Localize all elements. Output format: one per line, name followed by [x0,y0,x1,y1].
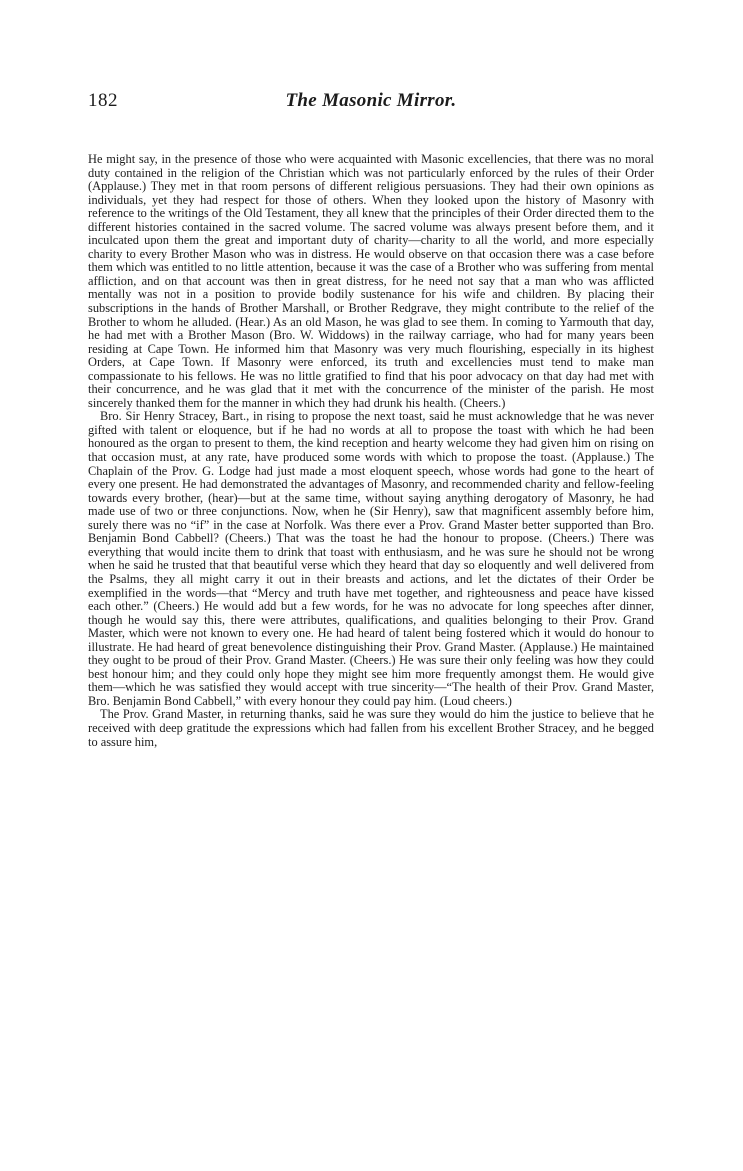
paragraph-stracey-toast: Bro. Sir Henry Stracey, Bart., in rising to propose the next toast, said he must acknowledge that he was never gifted with talent or eloquence, but if he had no words at all to propose the toast with which he had been honoured as the organ to present to them, the kind reception and hearty welcome they had given him on rising on that occasion must, at any rate, have produced some words with which to propose the toast. (Applause.) The Chaplain of the Prov. G. Lodge had just made a most eloquent speech, whose words had gone to the heart of every one present. He had demonstrated the advantages of Masonry, and recommended charity and fellow-feeling towards every brother, (hear)—but at the same time, without saying anything derogatory of Masonry, he had made use of two or three conjunctions. Now, when he (Sir Henry), saw that magnificent assembly before him, surely there was no “if” in the case at Norfolk. Was there ever a Prov. Grand Master better supported than Bro. Benjamin Bond Cabbell? (Cheers.) That was the toast he had the honour to propose. (Cheers.) There was everything that would incite them to drink that toast with enthusiasm, and he was sure he should not be wrong when he said he trusted that that beautiful verse which they heard that day so eloquently and well delivered from the Psalms, they all might carry it out in their breasts and actions, and let the dictates of their Order be exemplified in the words—that “Mercy and truth have met together, and righteousness and peace have kissed each other.” (Cheers.) He would add but a few words, for he was no advocate for long speeches after dinner, though he would say this, there were attributes, qualifications, and qualities belonging to their Prov. Grand Master, which were not known to every one. He had heard of talent being fostered which it would do honour to illustrate. He had heard of great benevolence distinguishing their Prov. Grand Master. (Applause.) He maintained they ought to be proud of their Prov. Grand Master. (Cheers.) He was sure their only feeling was how they could best honour him; and they could only hope they might see him more frequently amongst them. He would give them—which he was satisfied they would accept with true sincerity—“The health of their Prov. Grand Master, Bro. Benjamin Bond Cabbell,” with every honour they could pay him. (Loud cheers.) [88,409,654,708]
article-body [88,153,654,749]
paragraph-grand-master-reply: The Prov. Grand Master, in returning thanks, said he was sure they would do him the justice to believe that he received with deep gratitude the expressions which had fallen from his excellent Brother Stracey, and he begged to assure him, [88,707,654,749]
running-title: The Masonic Mirror. [285,90,457,111]
paragraph-sermon-remarks: He might say, in the presence of those who were acquainted with Masonic excellencies, that there was no moral duty contained in the religion of the Christian which was not particularly enforced by the rules of their Order (Applause.) They met in that room persons of different religious persuasions. They had their own opinions as individuals, yet they had respect for those of others. When they looked upon the history of Masonry with reference to the writings of the Old Testament, they all knew that the principles of their Order directed them to the different histories contained in the sacred volume. The sacred volume was always present before them, and it inculcated upon them the great and important duty of charity—charity to all the world, and more especially charity to every Brother Mason who was in distress. He would observe on that occasion there was a case before them which was entitled to no little attention, because it was the case of a Brother who was suffering from mental affliction, and on that account was then in great distress, for he need not say that a man who was afflicted mentally was not in a position to provide bodily sustenance for his wife and children. By placing their subscriptions in the hands of Brother Marshall, or Brother Redgrave, they might contribute to the relief of the Brother to whom he alluded. (Hear.) As an old Mason, he was glad to see them. In coming to Yarmouth that day, he had met with a Brother Mason (Bro. W. Widdows) in the railway carriage, who had for many years been residing at Cape Town. He informed him that Masonry was very much flourishing, especially in its highest Orders, at Cape Town. If Masonry were enforced, its truth and excellencies must tend to make man compassionate to his fellows. He was no little gratified to find that his poor advocacy on that day had met with their concurrence, and he was glad that it met with the concurrence of the minister of the parish. He most sincerely thanked them for the manner in which they had drunk his health. (Cheers.) [88,152,654,410]
page-header [88,88,654,118]
page-number: 182 [88,90,118,111]
